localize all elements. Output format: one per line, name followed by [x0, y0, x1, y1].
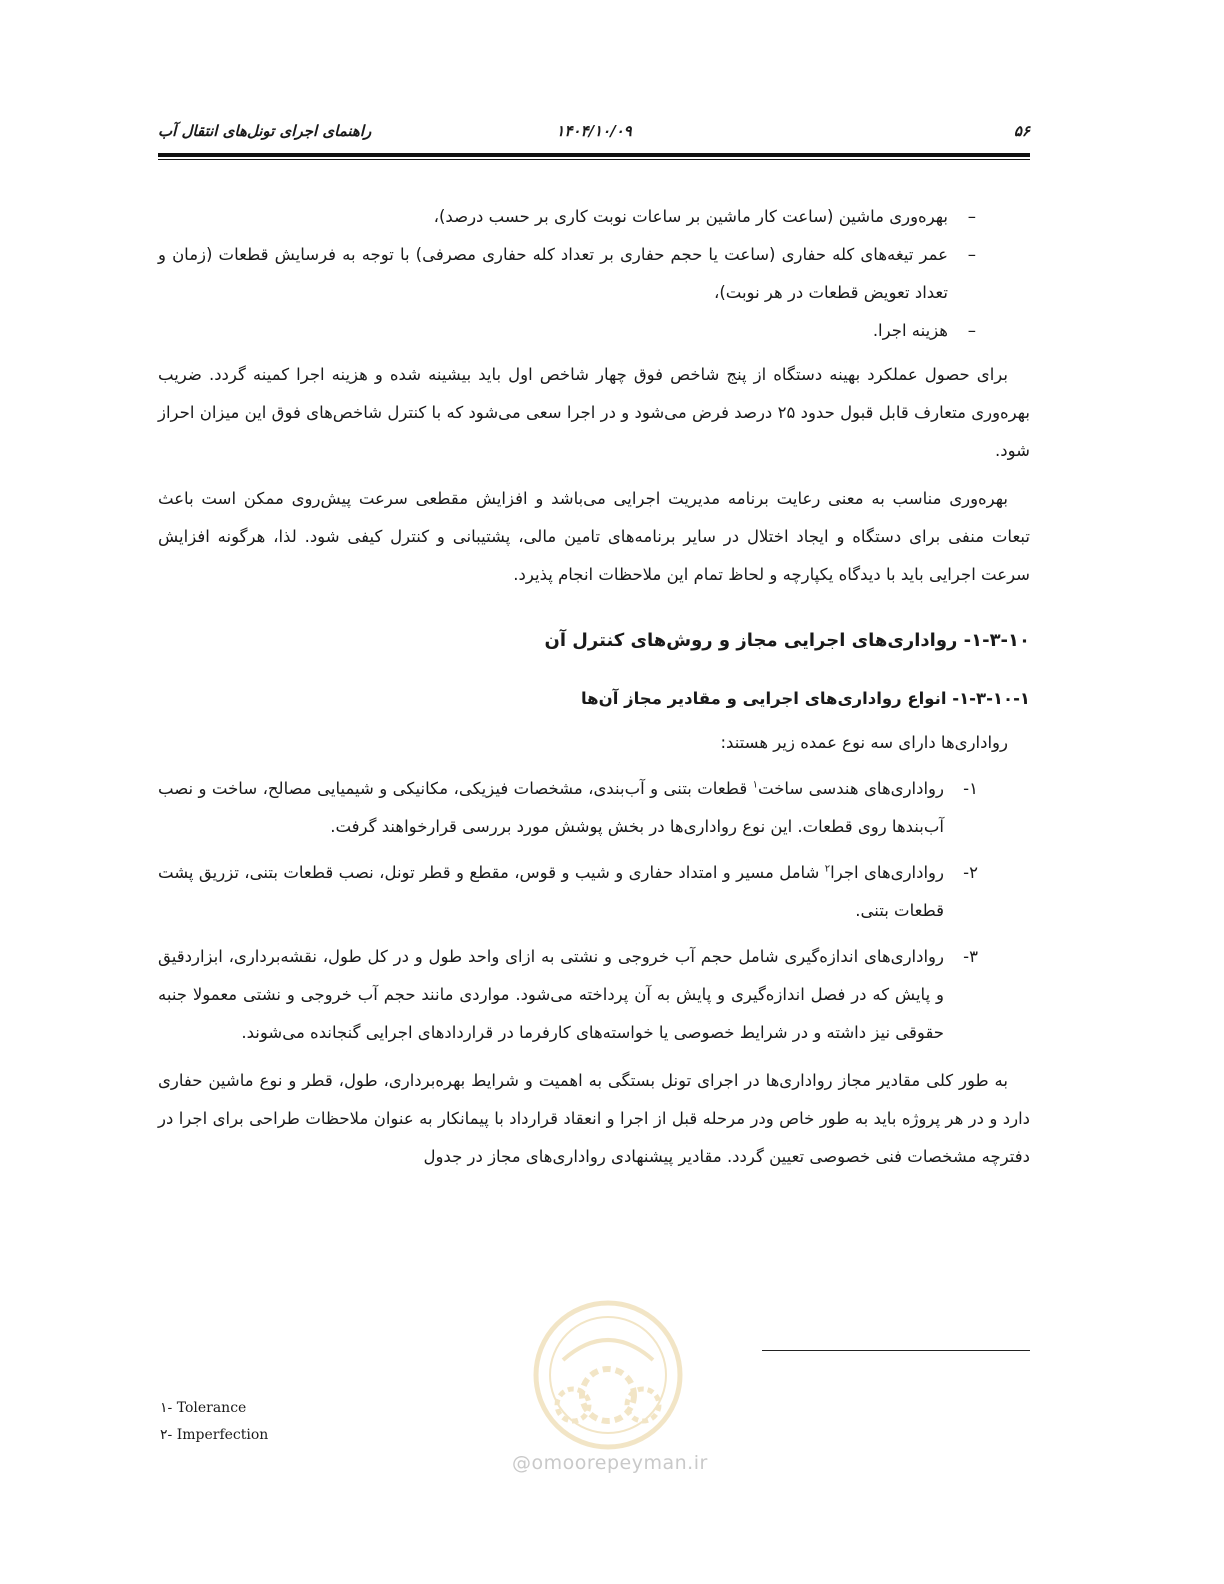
numbered-item [158, 770, 1030, 846]
item-text: قطعات بتنی و آب‌بندی، مشخصات فیزیکی، مکانیکی و شیمیایی مصالح، ساخت و نصب آب‌بندها روی قطعات. این نوع رواداری‌ها در بخش پوشش مورد بررسی قرارخواهند گرفت. [158, 779, 944, 836]
header-rule-thick [158, 153, 1030, 157]
item-text: رواداری‌های هندسی ساخت [758, 779, 944, 798]
bullet-dash: – [967, 321, 976, 340]
item-number: ۲- [963, 863, 978, 882]
intro-line: رواداری‌ها دارای سه نوع عمده زیر هستند: [720, 733, 1008, 752]
bullet-text: هزینه اجرا. [872, 321, 948, 340]
footnote: ۱- Tolerance [160, 1400, 247, 1416]
item-text: رواداری‌های اندازه‌گیری شامل حجم آب خروجی و نشتی به ازای واحد طول و در کل طول، نقشه‌برداری، ابزاردقیق و پایش که در فصل اندازه‌گیری و پایش به آن پرداخته می‌شود. مواردی مانند حجم آب خروجی و نشتی معمولا جنبه حقوقی نیز داشته و در شرایط خصوصی یا خواسته‌های کارفرما در قراردادهای اجرایی گنجانده می‌شوند. [158, 947, 944, 1042]
numbered-item [158, 938, 1030, 1052]
item-text: رواداری‌های اجرا [830, 863, 944, 882]
subsection-heading: ۱-۳-۱۰-۱- انواع رواداری‌های اجرایی و مقادیر مجاز آن‌ها [580, 689, 1030, 708]
bullet-item [158, 198, 1030, 236]
item-text: شامل مسیر و امتداد حفاری و شیب و قوس، مقطع و قطر تونل، نصب قطعات بتنی، تزریق پشت قطعات بتنی. [158, 863, 944, 920]
header-title: راهنمای اجرای تونل‌های انتقال آب [158, 122, 372, 140]
item-number: ۳- [963, 947, 978, 966]
running-header [158, 118, 1030, 148]
footnote: ۲- Imperfection [160, 1427, 269, 1443]
body-text [158, 198, 1030, 1176]
bullet-item [158, 312, 1030, 350]
footnote-separator [762, 1350, 1030, 1351]
paragraph: به طور کلی مقادیر مجاز رواداری‌ها در اجرای تونل بستگی به اهمیت و شرایط بهره‌برداری، طول، قطر و نوع ماشین حفاری دارد و در هر پروژه باید به طور خاص ودر مرحله قبل از اجرا و انعقاد قرارداد با پیمانکار به عنوان ملاحظات طراحی برای اجرا در دفترچه مشخصات فنی خصوصی تعیین گردد. مقادیر پیشنهادی رواداری‌های مجاز در جدول [158, 1071, 1030, 1166]
footnotes [160, 1395, 268, 1449]
watermark-text: @omoorepeyman.ir [512, 1452, 708, 1474]
footnote-ref: ۱ [752, 779, 758, 791]
header-date: ۱۴۰۴/۱۰/۰۹ [556, 122, 632, 140]
bullet-dash: – [967, 207, 976, 226]
header-rule-thin [158, 159, 1030, 160]
bullet-text: بهره‌وری ماشین (ساعت کار ماشین بر ساعات نوبت کاری بر حسب درصد)، [433, 207, 948, 226]
bullet-item [158, 236, 1030, 312]
paragraph: بهره‌وری مناسب به معنی رعایت برنامه مدیریت اجرایی می‌باشد و افزایش مقطعی سرعت پیش‌روی ممکن است باعث تبعات منفی برای دستگاه و ایجاد اختلال در سایر برنامه‌های تامین مالی، پشتیبانی و کنترل کیفی شود. لذا، هرگونه افزایش سرعت اجرایی باید با دیدگاه یکپارچه و لحاظ تمام این ملاحظات انجام پذیرد. [158, 489, 1030, 584]
section-heading: ۱-۳-۱۰- رواداری‌های اجرایی مجاز و روش‌های کنترل آن [544, 630, 1030, 651]
paragraph: برای حصول عملکرد بهینه دستگاه از پنج شاخص فوق چهار شاخص اول باید بیشینه شده و هزینه اجرا کمینه گردد. ضریب بهره‌وری متعارف قابل قبول حدود ۲۵ درصد فرض می‌شود و در اجرا سعی می‌شود که با کنترل شاخص‌های فوق این میزان احراز شود. [158, 365, 1030, 460]
bullet-dash: – [967, 245, 976, 264]
footnote-ref: ۲ [824, 863, 831, 875]
item-number: ۱- [963, 779, 978, 798]
numbered-item [158, 854, 1030, 930]
bullet-text: عمر تیغه‌های کله حفاری (ساعت یا حجم حفاری بر تعداد کله حفاری مصرفی) با توجه به فرسایش قطعات (زمان و تعداد تعویض قطعات در هر نوبت)، [158, 245, 948, 302]
page-number: ۵۶ [1013, 122, 1030, 140]
